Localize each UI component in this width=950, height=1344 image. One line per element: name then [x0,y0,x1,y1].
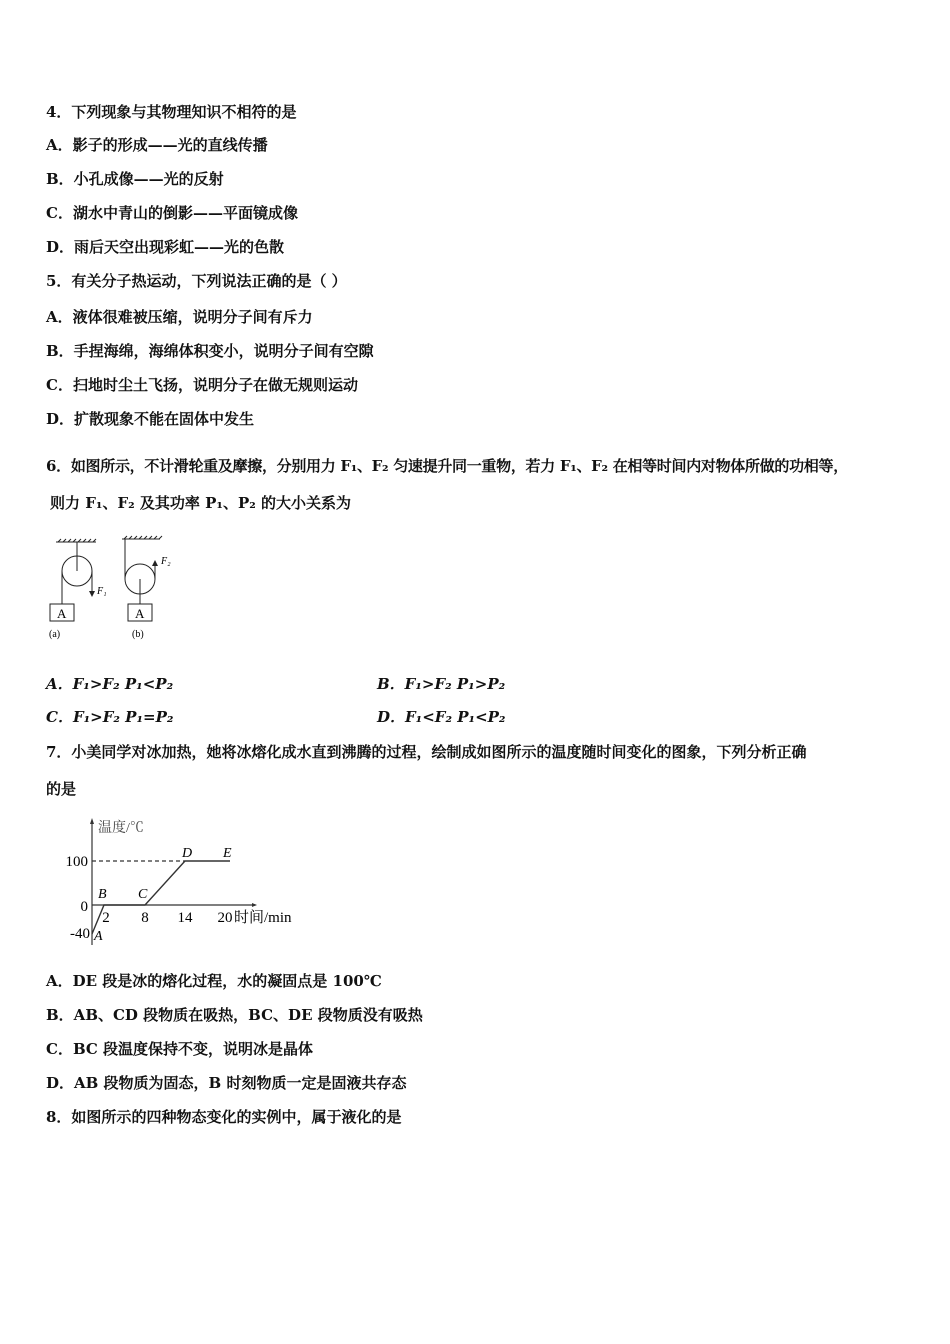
point-d: D [182,846,193,861]
option-d: D．扩散现象不能在固体中发生 [46,410,255,428]
option-c: C．BC 段温度保持不变，说明冰是晶体 [46,1040,314,1058]
question-8-stem: 8．如图所示的四种物态变化的实例中，属于液化的是 [46,1108,402,1126]
option-a: A．DE 段是冰的熔化过程，水的凝固点是 100℃ [46,972,382,990]
option-a: A．F₁>F₂ P₁<P₂ [46,675,174,693]
point-e: E [223,846,232,861]
question-stem-line2: 的是 [46,780,77,798]
force-f2-label: F₂ [161,556,171,567]
question-stem: 5．有关分子热运动，下列说法正确的是（ ） [46,272,347,290]
y-axis-label: 温度/℃ [98,821,144,836]
x-axis-label: 时间/min [234,910,292,926]
option-c: C．扫地时尘土飞扬，说明分子在做无规则运动 [46,376,358,394]
x-tick-20: 20 [217,910,233,926]
y-tick-0: 0 [80,899,88,915]
option-b: B．小孔成像——光的反射 [46,170,224,188]
option-b: B．手捏海绵，海绵体积变小，说明分子间有空隙 [46,342,374,360]
point-b: B [98,887,107,902]
option-d: D．F₁<F₂ P₁<P₂ [377,708,506,726]
point-a: A [94,929,103,944]
x-tick-8: 8 [141,910,149,926]
option-d: D．雨后天空出现彩虹——光的色散 [46,238,285,256]
question-stem-line1: 7．小美同学对冰加热，她将冰熔化成水直到沸腾的过程，绘制成如图所示的温度随时间变化的图象，下列分析正确 [46,743,807,761]
option-b: B．AB、CD 段物质在吸热，BC、DE 段物质没有吸热 [46,1006,423,1024]
option-a: A．影子的形成——光的直线传播 [46,136,268,154]
option-d: D．AB 段物质为固态，B 时刻物质一定是固液共存态 [46,1074,407,1092]
question-stem-line2: 则力 F₁、F₂ 及其功率 P₁、P₂ 的大小关系为 [50,494,352,512]
option-c: C．湖水中青山的倒影——平面镜成像 [46,204,298,222]
caption-b: (b) [132,629,144,640]
y-tick-minus40: -40 [70,926,90,942]
question-stem-line1: 6．如图所示，不计滑轮重及摩擦，分别用力 F₁、F₂ 匀速提升同一重物，若力 F₁、F₂ 在相等时间内对物体所做的功相等， [46,457,848,475]
temperature-time-graph [40,810,330,950]
option-b: B．F₁>F₂ P₁>P₂ [377,675,506,693]
question-stem: 4．下列现象与其物理知识不相符的是 [46,103,297,121]
block-b-label: A [135,606,145,621]
option-c: C．F₁>F₂ P₁=P₂ [46,708,174,726]
x-tick-14: 14 [177,910,193,926]
block-a-label: A [57,606,67,621]
y-tick-100: 100 [65,854,88,870]
caption-a: (a) [49,629,61,640]
x-tick-2: 2 [102,910,110,926]
option-a: A．液体很难被压缩，说明分子间有斥力 [46,308,313,326]
point-c: C [138,887,148,902]
pulley-diagram [40,530,190,645]
force-f1-label: F₁ [97,586,107,597]
